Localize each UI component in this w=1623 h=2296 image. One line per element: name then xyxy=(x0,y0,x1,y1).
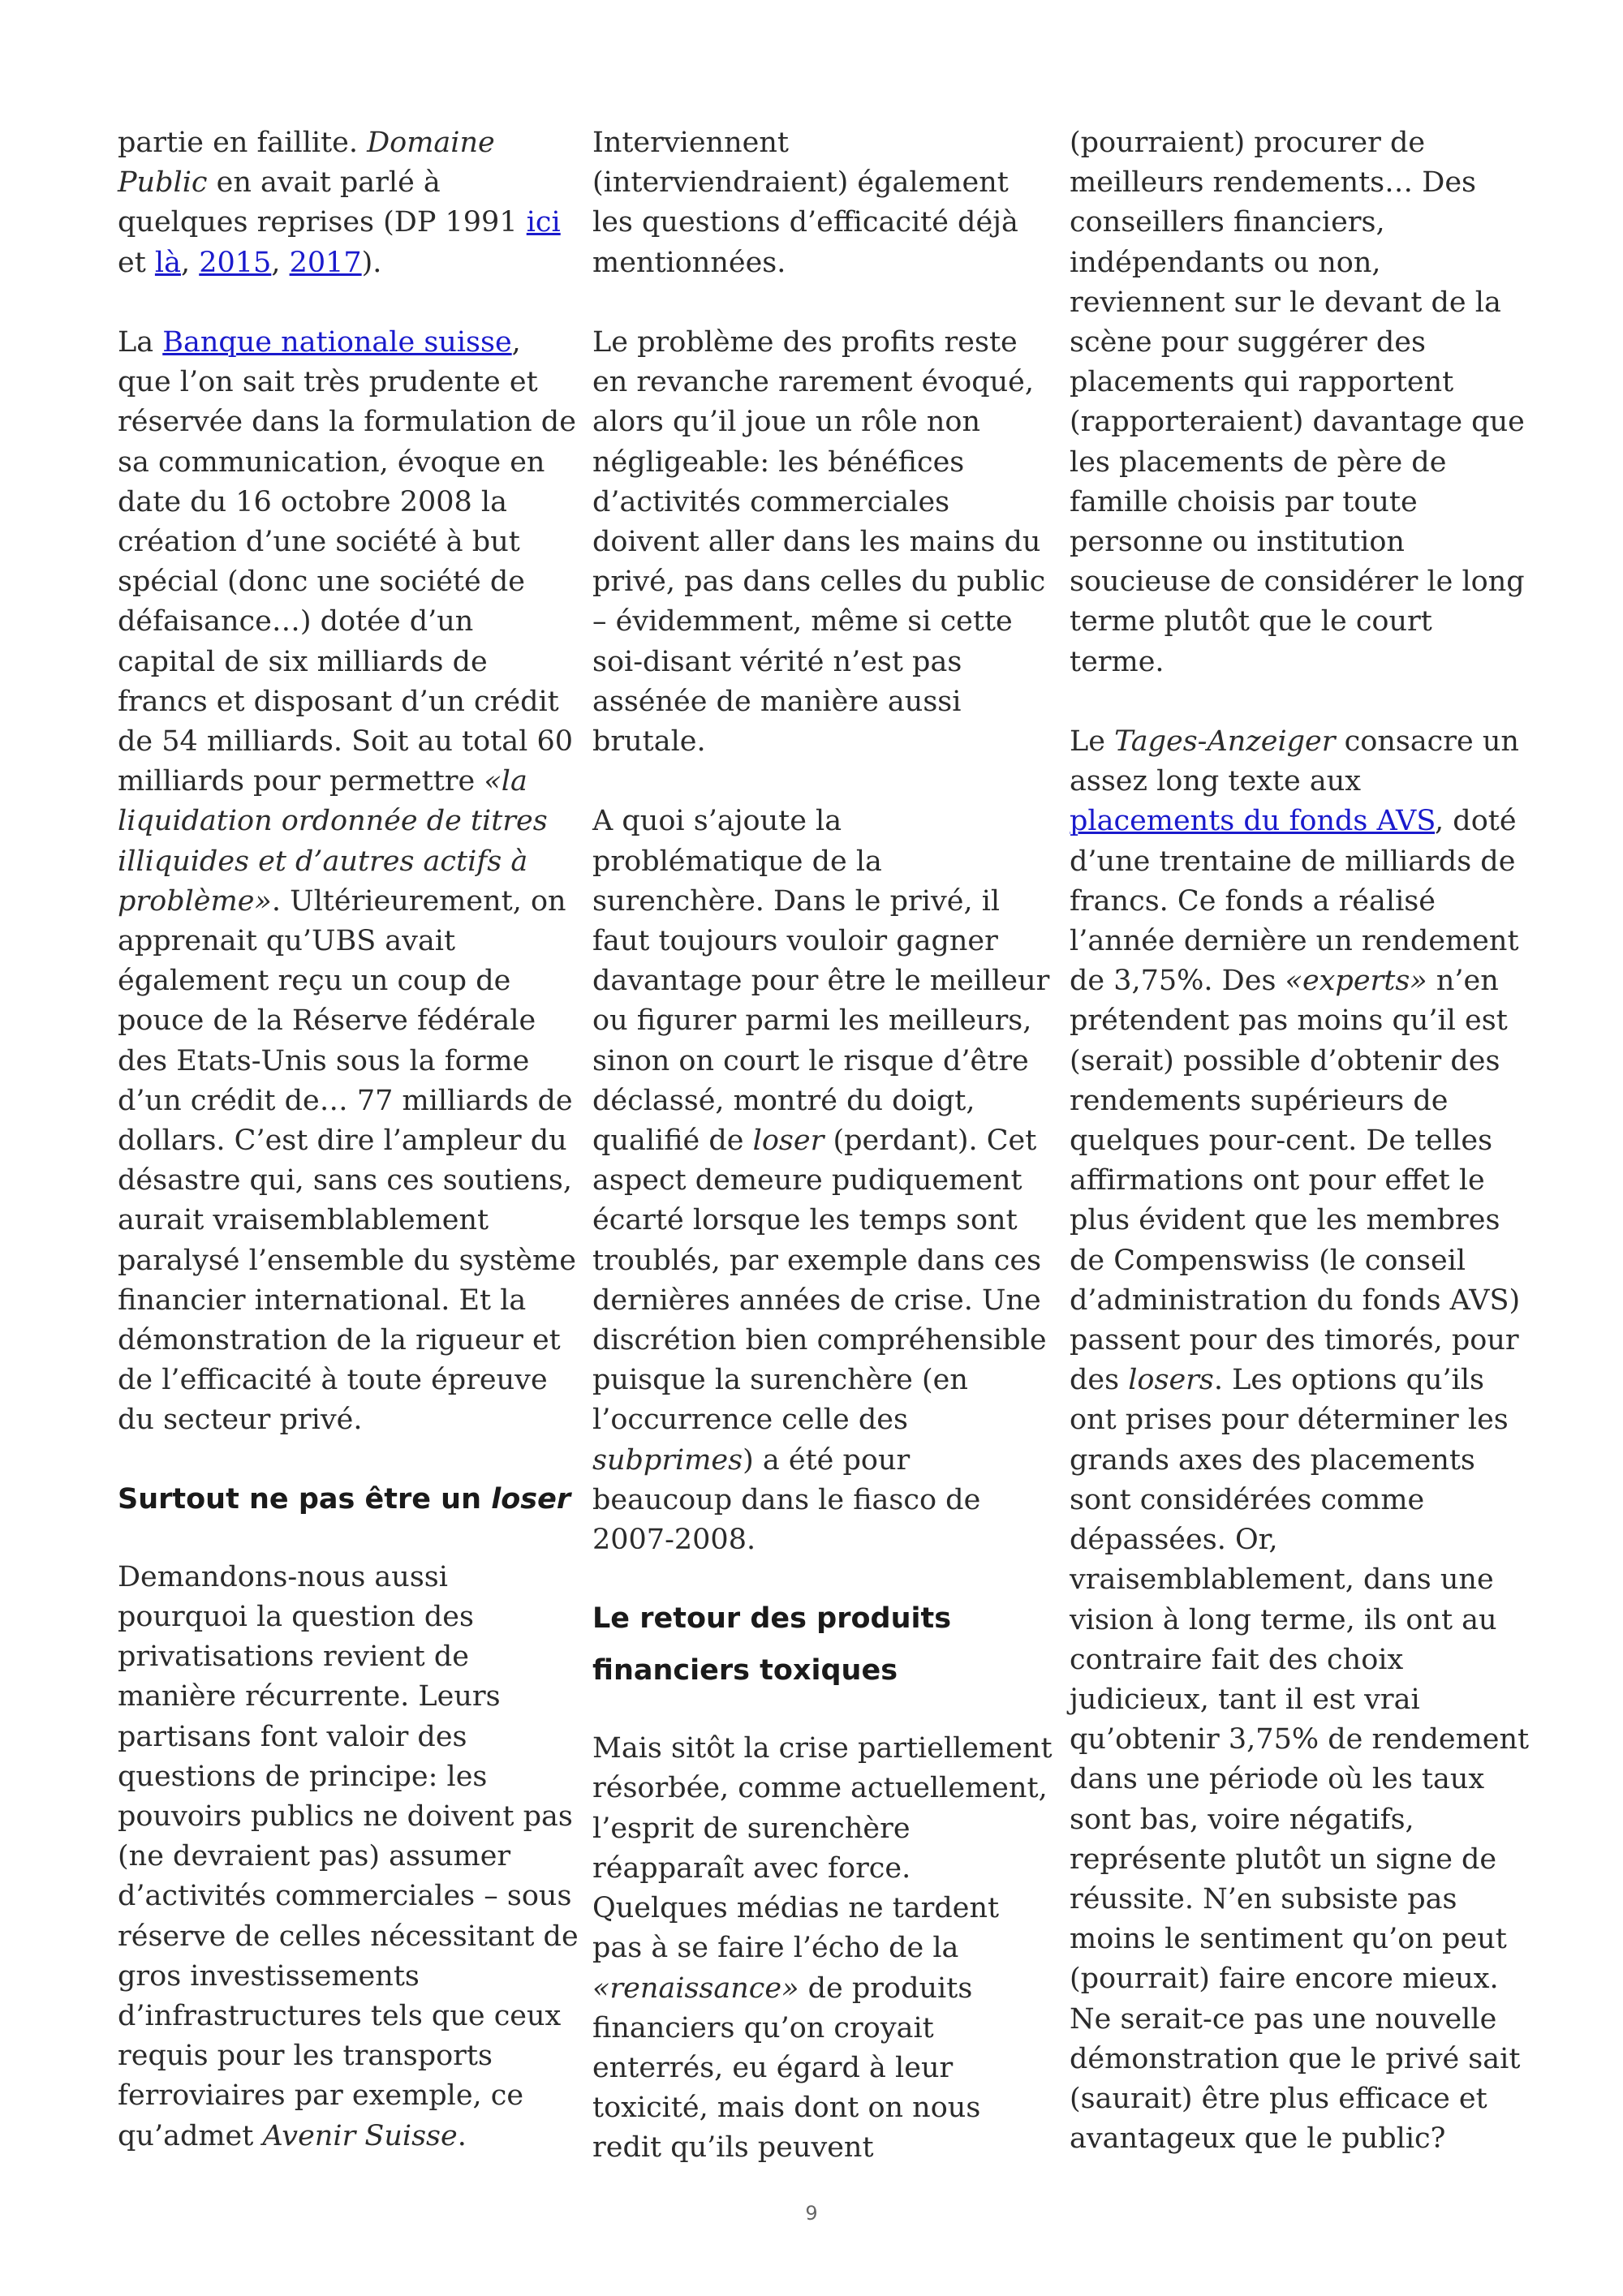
text-italic: losers xyxy=(1128,1364,1214,1397)
text-line: (saurait) être plus efficace et xyxy=(1070,2082,1487,2115)
text-line: représente plutôt un signe de xyxy=(1070,1842,1497,1876)
text-line: faut toujours vouloir gagner xyxy=(592,925,998,958)
heading-text: Surtout ne pas être un xyxy=(118,1482,492,1516)
text-line: prétendent pas moins qu’il est xyxy=(1070,1004,1508,1038)
text-line: judicieux, tant il est vrai xyxy=(1070,1683,1420,1716)
text-line: spécial (donc une société de xyxy=(118,565,525,599)
text-line: (ne devraient pas) assumer xyxy=(118,1840,511,1873)
text-line: du secteur privé. xyxy=(118,1404,363,1437)
text-italic: Public xyxy=(118,166,208,200)
text-line: d’une trentaine de milliards de xyxy=(1070,845,1516,878)
text-line: moins le sentiment qu’on peut xyxy=(1070,1923,1507,1956)
text-line: privatisations revient de xyxy=(118,1640,469,1674)
column-3 xyxy=(1070,123,1530,2159)
text-line: questions de principe: les xyxy=(118,1760,488,1793)
text-line: (rapporteraient) davantage que xyxy=(1070,406,1525,439)
text: La xyxy=(118,326,163,359)
text-line: réservée dans la formulation de xyxy=(118,406,576,439)
text-line: pouce de la Réserve fédérale xyxy=(118,1004,536,1038)
text-line: avantageux que le public? xyxy=(1070,2122,1446,2156)
text: . xyxy=(457,2119,467,2152)
text-line: beaucoup dans le fiasco de xyxy=(592,1483,981,1516)
section-heading xyxy=(118,1473,571,1525)
text: et xyxy=(118,246,155,279)
link-placements-fonds-avs[interactable]: placements du fonds AVS xyxy=(1070,805,1436,838)
heading-text: financiers toxiques xyxy=(592,1654,898,1688)
text-italic: Avenir Suisse xyxy=(262,2119,458,2152)
paragraph xyxy=(118,1558,579,2156)
text-line: mentionnées. xyxy=(592,246,786,279)
text-line: famille choisis par toute xyxy=(1070,485,1418,518)
text-line: écarté lorsque les temps sont xyxy=(592,1204,1018,1237)
text-line: troublés, par exemple dans ces xyxy=(592,1244,1042,1277)
text-line: d’activités commerciales xyxy=(592,485,950,518)
text-italic: «renaissance» xyxy=(592,1971,799,2005)
text-line: financiers qu’on croyait xyxy=(592,2011,934,2044)
text-italic: loser xyxy=(752,1124,824,1158)
text-italic: «la xyxy=(484,765,527,798)
text-line: sa communication, évoque en xyxy=(118,445,545,479)
paragraph xyxy=(592,1729,1053,2168)
text-line: alors qu’il joue un rôle non xyxy=(592,406,981,439)
text-line: réserve de celles nécessitant de xyxy=(118,1920,579,1953)
text-line: terme. xyxy=(1070,645,1165,678)
text-line: A quoi s’ajoute la xyxy=(592,805,842,838)
text: des xyxy=(1070,1364,1129,1397)
paragraph xyxy=(118,123,561,283)
text-line: contraire fait des choix xyxy=(1070,1643,1404,1676)
text: consacre un xyxy=(1335,725,1519,759)
section-heading xyxy=(592,1593,1031,1696)
paragraph xyxy=(1070,123,1525,682)
column-2 xyxy=(592,123,1053,2169)
text-line: ont prises pour déterminer les xyxy=(1070,1404,1509,1437)
paragraph xyxy=(592,123,1031,283)
text-line: scène pour suggérer des xyxy=(1070,326,1426,359)
text-line: ou figurer parmi les meilleurs, xyxy=(592,1004,1032,1038)
text-line: d’administration du fonds AVS) xyxy=(1070,1283,1521,1317)
text-line: les placements de père de xyxy=(1070,445,1447,479)
text-line: dernières années de crise. Une xyxy=(592,1283,1041,1317)
text-line: meilleurs rendements… Des xyxy=(1070,166,1476,200)
text-line: gros investissements xyxy=(118,1959,420,1993)
paragraph xyxy=(592,802,1050,1560)
text: de 3,75%. Des xyxy=(1070,965,1285,998)
text-line: doivent aller dans les mains du xyxy=(592,526,1041,559)
text: partie en faillite. xyxy=(118,127,368,159)
text-line: dans une période où les taux xyxy=(1070,1763,1485,1796)
text-line: (pourrait) faire encore mieux. xyxy=(1070,1963,1499,1996)
text-line: assez long texte aux xyxy=(1070,765,1361,798)
text-line: financier international. Et la xyxy=(118,1283,527,1317)
text-line: discrétion bien compréhensible xyxy=(592,1324,1047,1357)
text-line: indépendants ou non, xyxy=(1070,246,1381,279)
text-line: Interviennent xyxy=(592,127,789,159)
text-line: francs et disposant d’un crédit xyxy=(118,685,559,718)
text-line: défaisance…) dotée d’un xyxy=(118,605,474,638)
text-line: réapparaît avec force. xyxy=(592,1851,911,1885)
text-line: en revanche rarement évoqué, xyxy=(592,366,1035,399)
text-line: Mais sitôt la crise partiellement xyxy=(592,1732,1053,1765)
text: qualifié de xyxy=(592,1124,753,1158)
text-line: reviennent sur le devant de la xyxy=(1070,286,1501,319)
paragraph xyxy=(118,323,576,1441)
text-line: Le problème des profits reste xyxy=(592,326,1018,359)
text: , xyxy=(511,326,521,359)
text-line: d’infrastructures tels que ceux xyxy=(118,1999,562,2032)
text-line: puisque la surenchère (en xyxy=(592,1364,968,1397)
text: de produits xyxy=(799,1971,973,2005)
text-line: de 54 milliards. Soit au total 60 xyxy=(118,725,573,759)
page-number: 9 xyxy=(805,2202,818,2225)
text-line: affirmations ont pour effet le xyxy=(1070,1164,1485,1197)
text-line: surenchère. Dans le privé, il xyxy=(592,884,1001,918)
text-line: (interviendraient) également xyxy=(592,166,1009,200)
link-banque-nationale-suisse[interactable]: Banque nationale suisse xyxy=(162,326,512,359)
text-line: Quelques médias ne tardent xyxy=(592,1892,1000,1925)
text-line: pourquoi la question des xyxy=(118,1600,474,1633)
text-line: 2007-2008. xyxy=(592,1524,756,1557)
text-line: résorbée, comme actuellement, xyxy=(592,1772,1048,1805)
text: n’en xyxy=(1427,965,1499,998)
text-italic: illiquides et d’autres actifs à xyxy=(118,845,528,878)
text-line: l’année dernière un rendement xyxy=(1070,925,1519,958)
paragraph xyxy=(592,323,1046,762)
link-ici[interactable]: ici xyxy=(526,206,561,239)
text: , xyxy=(271,246,290,279)
text-italic: Tages-Anzeiger xyxy=(1114,725,1336,759)
text-line: les questions d’efficacité déjà xyxy=(592,206,1018,239)
text-line: dollars. C’est dire l’ampleur du xyxy=(118,1124,567,1158)
text-line: l’occurrence celle des xyxy=(592,1404,908,1437)
text-line: démonstration de la rigueur et xyxy=(118,1324,561,1357)
text: qu’admet xyxy=(118,2119,263,2152)
text-line: placements qui rapportent xyxy=(1070,366,1454,399)
text: milliards pour permettre xyxy=(118,765,484,798)
text-line: assénée de manière aussi xyxy=(592,685,962,718)
text-line: Ne serait-ce pas une nouvelle xyxy=(1070,2002,1497,2036)
link-la[interactable]: là xyxy=(154,246,181,279)
text-line: francs. Ce fonds a réalisé xyxy=(1070,884,1436,918)
text-line: pas à se faire l’écho de la xyxy=(592,1932,959,1965)
text-italic: problème» xyxy=(118,884,272,918)
text-line: partisans font valoir des xyxy=(118,1720,467,1753)
paragraph xyxy=(1070,722,1530,2159)
text: ). xyxy=(361,246,382,279)
text-line: terme plutôt que le court xyxy=(1070,605,1432,638)
text-line: passent pour des timorés, pour xyxy=(1070,1324,1519,1357)
text-line: déclassé, montré du doigt, xyxy=(592,1084,975,1117)
text-line: démonstration que le privé sait xyxy=(1070,2042,1521,2075)
text-line: l’esprit de surenchère xyxy=(592,1812,911,1845)
heading-text: Le retour des produits xyxy=(592,1602,952,1636)
text-line: paralysé l’ensemble du système xyxy=(118,1244,576,1277)
text-line: sont considérées comme xyxy=(1070,1483,1425,1516)
heading-text-italic: loser xyxy=(491,1482,571,1516)
text-line: – évidemment, même si cette xyxy=(592,605,1013,638)
text-line: (pourraient) procurer de xyxy=(1070,127,1426,159)
text-line: des Etats-Unis sous la forme xyxy=(118,1044,530,1077)
text: en avait parlé à xyxy=(207,166,441,200)
text-line: vraisemblablement, dans une xyxy=(1070,1563,1494,1597)
text-line: capital de six milliards de xyxy=(118,645,488,678)
text-line: réussite. N’en subsiste pas xyxy=(1070,1882,1457,1915)
text-line: que l’on sait très prudente et xyxy=(118,366,538,399)
text-line: de l’efficacité à toute épreuve xyxy=(118,1364,548,1397)
text-line: davantage pour être le meilleur xyxy=(592,965,1050,998)
text-line: aspect demeure pudiquement xyxy=(592,1164,1022,1197)
text-line: pouvoirs publics ne doivent pas xyxy=(118,1799,573,1833)
text: quelques reprises (DP 1991 xyxy=(118,206,527,239)
text-line: d’un crédit de… 77 milliards de xyxy=(118,1084,573,1117)
text-line: dépassées. Or, xyxy=(1070,1524,1278,1557)
text-line: création d’une société à but xyxy=(118,526,520,559)
text-line: enterrés, eu égard à leur xyxy=(592,2051,954,2084)
text-italic: «experts» xyxy=(1285,965,1427,998)
text-line: privé, pas dans celles du public xyxy=(592,565,1046,599)
text-line: manière récurrente. Leurs xyxy=(118,1680,501,1713)
text-line: personne ou institution xyxy=(1070,526,1405,559)
text-line: problématique de la xyxy=(592,845,882,878)
text: . Les options qu’ils xyxy=(1213,1364,1485,1397)
text-line: sont bas, voire négatifs, xyxy=(1070,1803,1414,1836)
text-line: qu’obtenir 3,75% de rendement xyxy=(1070,1723,1530,1756)
column-1 xyxy=(118,123,579,2156)
text: ) a été pour xyxy=(743,1443,911,1477)
text-line: sinon on court le risque d’être xyxy=(592,1044,1029,1077)
text: . Ultérieurement, on xyxy=(271,884,566,918)
text-line: plus évident que les membres xyxy=(1070,1204,1500,1237)
text-line: redit qu’ils peuvent xyxy=(592,2131,874,2165)
text-line: requis pour les transports xyxy=(118,2040,493,2073)
text: Le xyxy=(1070,725,1115,759)
text-line: toxicité, mais dont on nous xyxy=(592,2092,981,2125)
text-line: grands axes des placements xyxy=(1070,1443,1475,1477)
text-line: Demandons-nous aussi xyxy=(118,1560,448,1593)
text-line: date du 16 octobre 2008 la xyxy=(118,485,507,518)
text: , doté xyxy=(1435,805,1517,838)
text-line: également reçu un coup de xyxy=(118,965,511,998)
text-line: quelques pour-cent. De telles xyxy=(1070,1124,1493,1158)
text-line: aurait vraisemblablement xyxy=(118,1204,489,1237)
text-line: apprenait qu’UBS avait xyxy=(118,925,456,958)
text-line: ferroviaires par exemple, ce xyxy=(118,2079,524,2113)
text-line: soi-disant vérité n’est pas xyxy=(592,645,962,678)
text-line: soucieuse de considérer le long xyxy=(1070,565,1525,599)
link-2017[interactable]: 2017 xyxy=(289,246,362,279)
text-italic: subprimes xyxy=(592,1443,743,1477)
text-line: (serait) possible d’obtenir des xyxy=(1070,1044,1500,1077)
text-line: vision à long terme, ils ont au xyxy=(1070,1603,1497,1636)
text-line: conseillers financiers, xyxy=(1070,206,1385,239)
text: (perdant). Cet xyxy=(824,1124,1037,1158)
text-line: rendements supérieurs de xyxy=(1070,1084,1449,1117)
text-italic: liquidation ordonnée de titres xyxy=(118,805,548,838)
text: , xyxy=(180,246,200,279)
text-italic: Domaine xyxy=(367,127,495,159)
text-line: de Compenswiss (le conseil xyxy=(1070,1244,1466,1277)
text-line: négligeable: les bénéfices xyxy=(592,445,965,479)
text-line: d’activités commerciales – sous xyxy=(118,1880,572,1913)
text-line: brutale. xyxy=(592,725,706,759)
text-line: désastre qui, sans ces soutiens, xyxy=(118,1164,572,1197)
link-2015[interactable]: 2015 xyxy=(199,246,272,279)
